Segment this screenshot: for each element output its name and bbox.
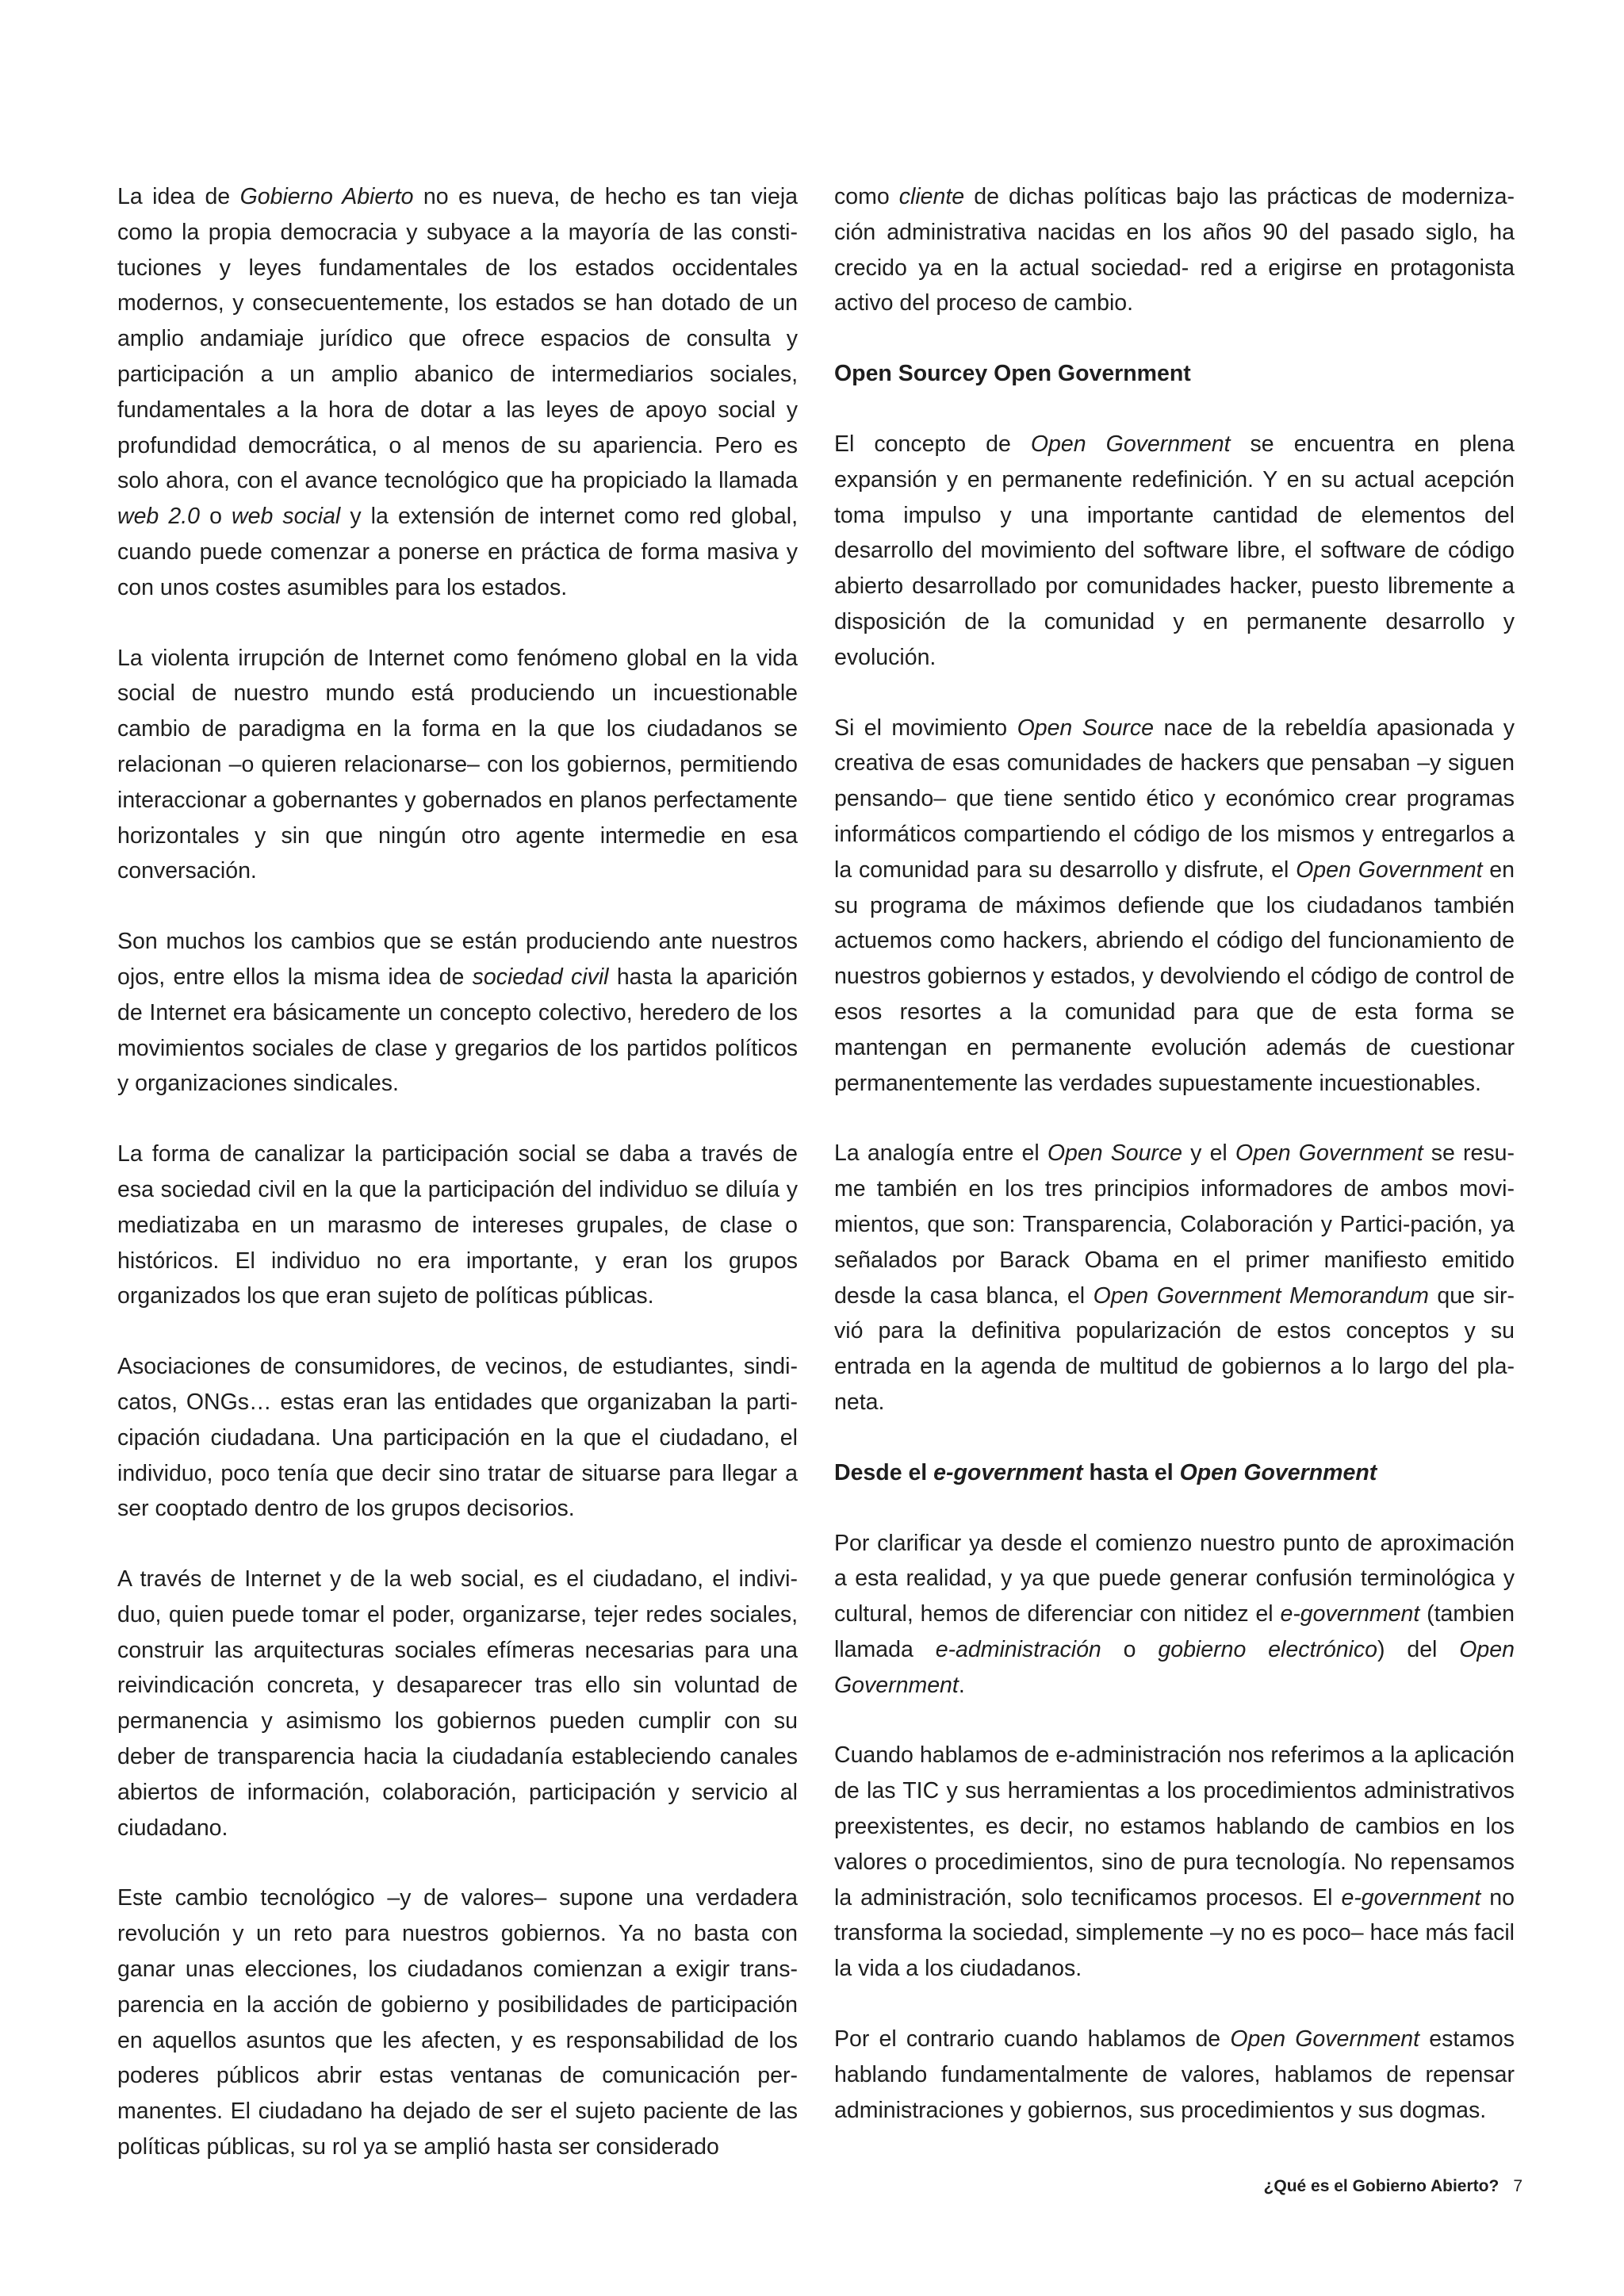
emphasis-text: e-administración [935, 1636, 1101, 1662]
footer-title: ¿Qué es el Gobierno Abierto? [1263, 2177, 1500, 2195]
text-run: ) del [1377, 1636, 1460, 1662]
page-number: 7 [1513, 2177, 1522, 2195]
emphasis-text: Open Source [1047, 1140, 1183, 1167]
section-heading-e-government [834, 1455, 1515, 1491]
text-run: o [200, 504, 232, 530]
text-run: de dichas políticas bajo las prácticas de modernización administrativa nacidas en los años 90 del pasado siglo, ha crecido ya en la actual sociedad- red a erigirse en protagonista activo del proceso de cambio. [834, 184, 1515, 316]
text-run: Por clarificar ya desde el comienzo nuestro punto de aproximación a esta realidad, y ya que puede generar confusión terminológica y cultural, hemos de diferenciar con nitidez el [834, 1530, 1515, 1627]
text-run: hasta la aparición de Internet era básicamente un concepto colectivo, heredero de los movimientos sociales de clase y gregarios de los partidos políticos y organizaciones sindicales. [117, 964, 798, 1097]
text-run: Son muchos los cambios que se están produciendo ante nuestros ojos, entre ellos la misma idea de [117, 929, 798, 990]
paragraph-movimiento-open-source [834, 711, 1515, 1102]
emphasis-text: sociedad civil [472, 964, 609, 990]
emphasis-text: Open Government [1230, 2026, 1420, 2053]
emphasis-text: cliente [898, 184, 965, 209]
emphasis-text: e-government [1341, 1884, 1481, 1911]
emphasis-text: e-government [1280, 1601, 1420, 1627]
text-run: o [1101, 1636, 1159, 1662]
paragraph-web-social: A través de Internet y de la web social, es el ciudadano, el individuo, quien puede tomar el poder, organizarse, tejer redes sociales, construir las arquitecturas sociales efímeras necesarias para una reivindicación concreta, y desaparecer tras ello sin voluntad de permanencia y asimismo los gobiernos pueden cumplir con su deber de transparencia hacia la ciudadanía estableciendo canales abiertos de información, colaboración, participación y servicio al ciudadano. [117, 1566, 798, 1841]
left-column [117, 179, 798, 2200]
paragraph-asociaciones: Asociaciones de consumidores, de vecinos, de estudiantes, sindicatos, ONGs… estas eran las entidades que organizaban la participación ciudadana. Una participación en la que el ciudadano, el individuo, poco tenía que decir sino tratar de situarse para llegar a ser cooptado dentro de los grupos decisorios. [117, 1354, 798, 1522]
paragraph-participacion-social: La forma de canalizar la participación social se daba a través de esa sociedad civil en la que la participación del individuo se diluía y mediatizaba en un marasmo de intereses grupales, de clase o históricos. El individuo no era importante, y eran los grupos organizados los que eran sujeto de políticas públicas. [117, 1141, 798, 1309]
text-run: y el [1182, 1140, 1235, 1167]
right-column [834, 179, 1515, 2163]
emphasis-text: Open Government Memorandum [1093, 1282, 1429, 1309]
text-run: . [958, 1672, 965, 1698]
text-run: nace de la rebeldía apasionada y creativa de esas comunidades de hackers que pensaban –y siguen pensando– que tiene sentido ético y económico crear programas informáticos compartiendo el código de los mismos y entregarlos a la comunidad para su desarrollo y disfrute, el [834, 715, 1515, 883]
emphasis-text: gobierno electrónico [1158, 1636, 1377, 1662]
emphasis-text: Gobierno Abierto [239, 184, 414, 209]
section-heading-open-source: Open Sourcey Open Government [834, 361, 1191, 387]
paragraph-cliente-politicas [834, 179, 1515, 321]
emphasis-text: web 2.0 [117, 504, 200, 530]
text-run: se resume también en los tres principios informadores de ambos movimientos, que son: Transparencia, Colaboración y Partici-pación, ya señalados por Barack Obama en el primer manifiesto emitido desde la casa blanca, el [834, 1140, 1515, 1309]
paragraph-gobierno-abierto-intro [117, 179, 798, 606]
text-run: hasta el [1082, 1459, 1180, 1485]
text-run: no es nueva, de hecho es tan vieja como la propia democracia y subyace a la mayoría de las constituciones y leyes fundamentales de los estados occidentales modernos, y consecuentemente, los estados se han dotado de un amplio andamiaje jurídico que ofrece espacios de consulta y participación a un amplio abanico de intermediarios sociales, fundamentales a la hora de dotar a las leyes de apoyo social y profundidad democrática, o al menos de su apariencia. Pero es solo ahora, con el avance tecnológico que ha propiciado la llamada [117, 184, 798, 494]
text-run: que sirvió para la definitiva popularización de estos conceptos y su entrada en la agenda de multitud de gobiernos a lo largo del planeta. [834, 1282, 1515, 1415]
text-run: El concepto de [834, 431, 1031, 457]
emphasis-text: e-government [933, 1459, 1083, 1485]
text-run: se encuentra en plena expansión y en permanente redefinición. Y en su actual acepción toma impulso y una importante cantidad de elementos del desarrollo del movimiento del software libre, el software de código abierto desarrollado por comunidades hacker, puesto libremente a disposición de la comunidad y en permanente desarrollo y evolución. [834, 431, 1515, 670]
paragraph-cambio-tecnologico: Este cambio tecnológico –y de valores– supone una verdadera revolución y un reto para nuestros gobiernos. Ya no basta con ganar unas elecciones, los ciudadanos comienzan a exigir transparencia en la acción de gobierno y posibilidades de participación en aquellos asuntos que les afecten, y es responsabilidad de los poderes públicos abrir estas ventanas de comunicación permanentes. El ciudadano ha dejado de ser el sujeto paciente de las políticas públicas, su rol ya se amplió hasta ser considerado [117, 1885, 798, 2160]
text-run: Cuando hablamos de e-administración nos referimos a la aplicación de las TIC y sus herramientas a los procedimientos administrativos preexistentes, es decir, no estamos hablando de cambios en los valores o procedimientos, sino de pura tecnología. No repensamos la administración, solo tecnificamos procesos. El [834, 1742, 1515, 1911]
text-run: La idea de [117, 184, 240, 209]
emphasis-text: Open Government [1296, 857, 1483, 883]
paragraph-por-el-contrario [834, 2022, 1515, 2128]
text-run: (tambien llamada [834, 1601, 1515, 1662]
text-run: Por el contrario cuando hablamos de [834, 2026, 1231, 2053]
text-run: como [834, 184, 899, 209]
paragraph-analogia [834, 1136, 1515, 1420]
emphasis-text: web social [232, 504, 341, 530]
paragraph-clarificar [834, 1526, 1515, 1704]
paragraph-concepto-open-government [834, 427, 1515, 676]
emphasis-text: Open Government [1030, 431, 1231, 457]
emphasis-text: Open Government [1179, 1459, 1377, 1485]
text-run: Desde el [834, 1459, 934, 1485]
paragraph-e-administracion [834, 1738, 1515, 1987]
text-run: y la extensión de internet como red global, cuando puede comenzar a ponerse en práctica de forma masiva y con unos costes asumibles para los estados. [117, 504, 798, 600]
text-run: estamos hablando fundamentalmente de valores, hablamos de repensar administraciones y gobiernos, sus procedimientos y sus dogmas. [834, 2026, 1515, 2123]
emphasis-text: Open Government [834, 1636, 1515, 1698]
page-footer [1264, 2175, 1522, 2198]
emphasis-text: Open Government [1235, 1140, 1423, 1167]
text-run: en su programa de máximos defiende que los ciudadanos también actuemos como hackers, abriendo el código del funcionamiento de nuestros gobiernos y estados, y devolviendo el código de control de esos resortes a la comunidad para que de esta forma se mantengan en permanente evolución además de cuestionar permanentemente las verdades supuestamente incuestionables. [834, 857, 1515, 1096]
emphasis-text: Open Source [1017, 715, 1155, 741]
paragraph-sociedad-civil [117, 924, 798, 1102]
text-run: La analogía entre el [834, 1140, 1048, 1167]
text-run: no transforma la sociedad, simplemente –y no es poco– hace más facil la vida a los ciudadanos. [834, 1884, 1515, 1982]
text-run: Si el movimiento [834, 715, 1017, 741]
paragraph-irrupcion-internet: La violenta irrupción de Internet como fenómeno global en la vida social de nuestro mundo está produciendo un incuestionable cambio de paradigma en la forma en la que los ciudadanos se relacionan –o quieren relacionarse– con los gobiernos, permitiendo interaccionar a gobernantes y gobernados en planos perfectamente horizontales y sin que ningún otro agente intermedie en esa conversación. [117, 645, 798, 884]
